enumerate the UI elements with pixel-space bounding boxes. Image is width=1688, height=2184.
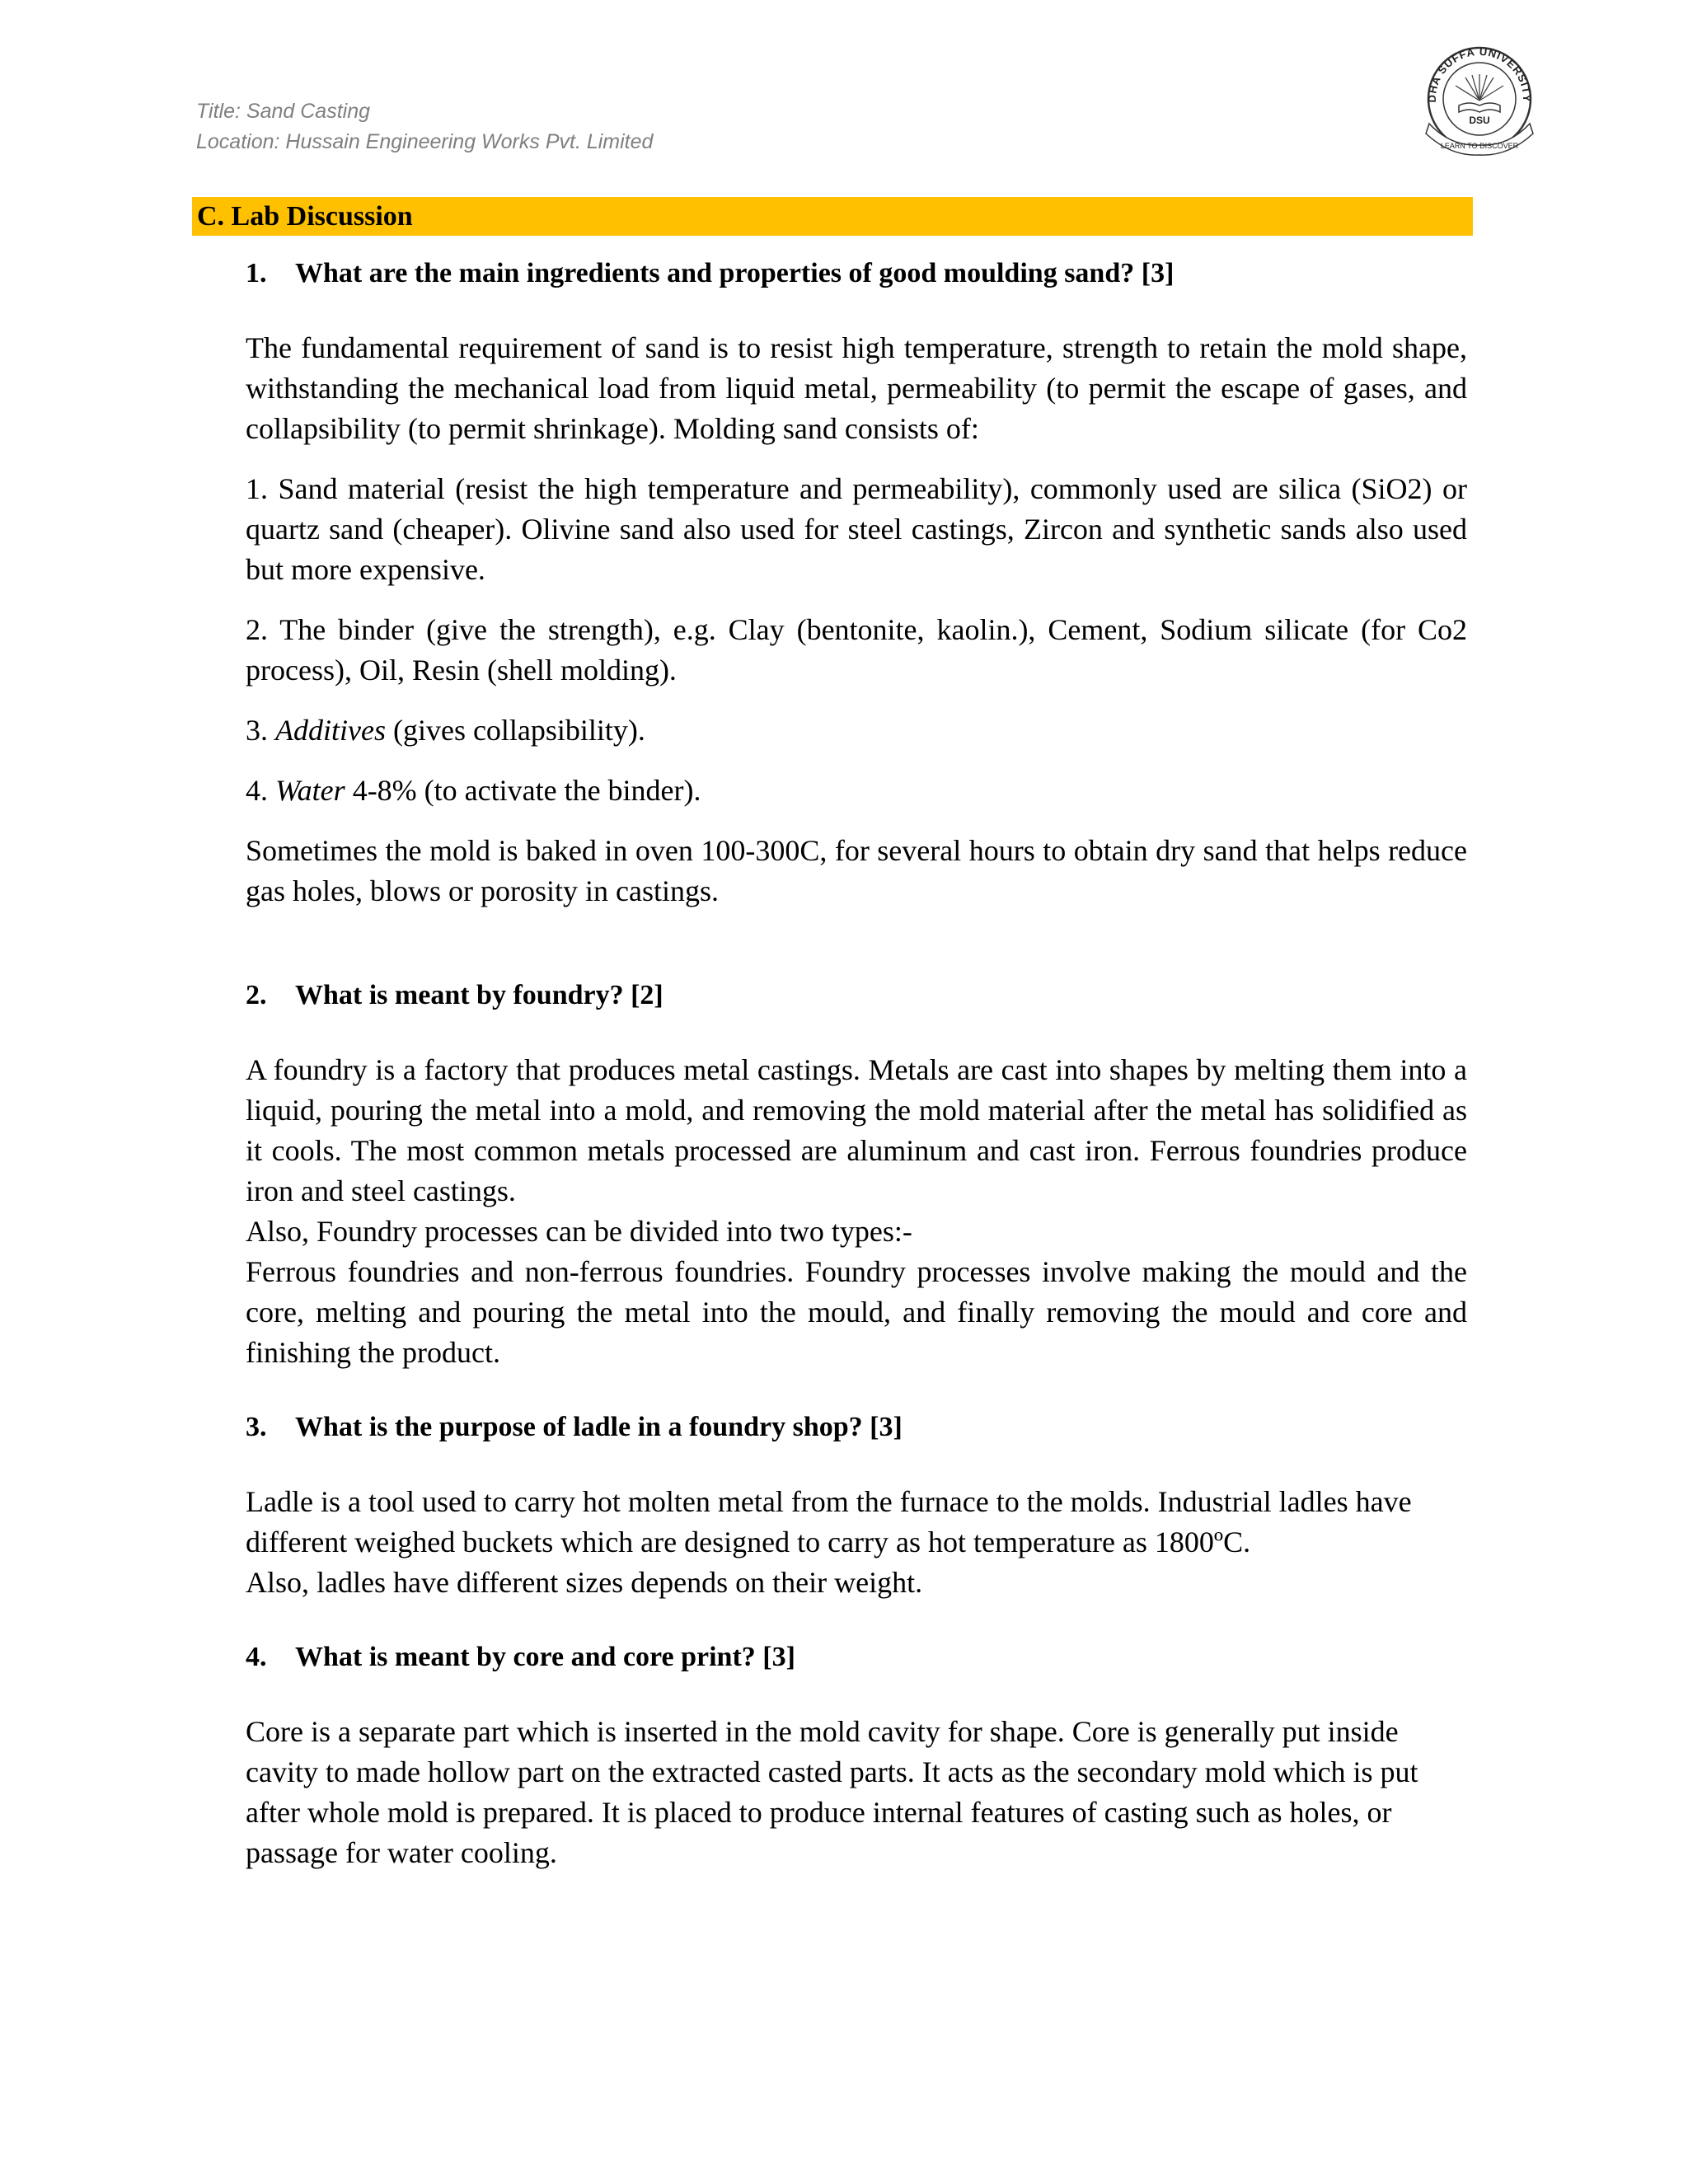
list-prefix: 3.	[246, 714, 275, 747]
question-text: What is meant by core and core print? [3]	[295, 1642, 795, 1672]
question-text: What is meant by foundry? [2]	[295, 980, 663, 1010]
answer-paragraph: Core is a separate part which is inserted in the mold cavity for shape. Core is generally put inside cavity to made hollow part on the extracted casted parts. It acts as the secondary mold which is put after whole mold is prepared. It is placed to produce internal features of casting such as holes, or passage for water cooling.	[246, 1715, 1418, 1869]
question-heading	[246, 1409, 1467, 1446]
answer-paragraph: Ferrous foundries and non-ferrous foundries. Foundry processes involve making the mould and the core, melting and pouring the metal into the mould, and finally removing the mould and core and finishing the product.	[246, 1255, 1467, 1369]
lab-discussion-content	[246, 255, 1467, 1873]
list-text: 4-8% (to activate the binder).	[345, 774, 701, 807]
section-heading: C. Lab Discussion	[192, 197, 1473, 236]
answer-paragraph: Also, ladles have different sizes depends on their weight.	[246, 1566, 923, 1599]
header-location: Location: Hussain Engineering Works Pvt. Limited	[196, 130, 654, 153]
emphasis-term: Water	[275, 774, 345, 807]
answer-paragraph: Ladle is a tool used to carry hot molten metal from the furnace to the molds. Industrial ladles have different weighed buckets which are designed to carry as hot temperature as 1800ºC.	[246, 1485, 1412, 1558]
answer-paragraph: Sometimes the mold is baked in oven 100-300C, for several hours to obtain dry sand that helps reduce gas holes, blows or porosity in castings.	[246, 834, 1467, 907]
question-number: 3.	[246, 1412, 267, 1442]
answer-paragraph: 2. The binder (give the strength), e.g. Clay (bentonite, kaolin.), Cement, Sodium silicate (for Co2 process), Oil, Resin (shell molding).	[246, 613, 1467, 687]
question-number: 4.	[246, 1642, 267, 1672]
logo-motto: LEARN TO DISCOVER	[1440, 142, 1519, 150]
question-text: What are the main ingredients and properties of good moulding sand? [3]	[295, 258, 1175, 288]
question-heading	[246, 1639, 1467, 1675]
answer-paragraph: The fundamental requirement of sand is to resist high temperature, strength to retain the mold shape, withstanding the mechanical load from liquid metal, permeability (to permit the escape of gases, and collapsibility (to permit shrinkage). Molding sand consists of:	[246, 331, 1467, 445]
header-title: Title: Sand Casting	[196, 100, 370, 123]
question-number: 1.	[246, 258, 267, 288]
university-logo	[1418, 41, 1541, 157]
logo-arc-text: DHA SUFFA UNIVERSITY	[1425, 45, 1534, 103]
answer-paragraph: A foundry is a factory that produces metal castings. Metals are cast into shapes by melting them into a liquid, pouring the metal into a mold, and removing the mold material after the metal has solidified as it cools. The most common metals processed are aluminum and cast iron. Ferrous foundries produce iron and steel castings.	[246, 1053, 1467, 1207]
logo-abbr: DSU	[1469, 115, 1490, 126]
answer-paragraph	[246, 710, 1467, 751]
emphasis-term: Additives	[275, 714, 386, 747]
list-prefix: 4.	[246, 774, 275, 807]
question-heading	[246, 977, 1467, 1014]
question-text: What is the purpose of ladle in a foundry shop? [3]	[295, 1412, 903, 1442]
answer-paragraph: Also, Foundry processes can be divided into two types:-	[246, 1215, 912, 1248]
question-number: 2.	[246, 980, 267, 1010]
answer-paragraph: 1. Sand material (resist the high temperature and permeability), commonly used are silica (SiO2) or quartz sand (cheaper). Olivine sand also used for steel castings, Zircon and synthetic sands also used but more expensive.	[246, 472, 1467, 586]
list-text: (gives collapsibility).	[385, 714, 645, 747]
answer-paragraph	[246, 771, 1467, 811]
question-heading	[246, 255, 1467, 292]
